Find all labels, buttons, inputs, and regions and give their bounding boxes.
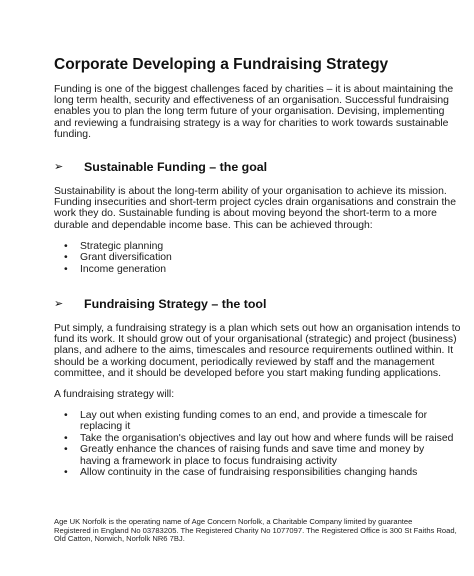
document-title: Corporate Developing a Fundraising Strategy bbox=[54, 56, 389, 73]
bullet-dot-icon: • bbox=[64, 263, 68, 275]
intro-line: enables you to plan the long term future of your organisation. Devising, implementing bbox=[54, 106, 445, 118]
paragraph-line: plans, and adhere to the aims, timescales and resource requirements outlined within. It bbox=[54, 345, 454, 357]
strategy-list bbox=[64, 410, 453, 478]
footer-line: Registered in England No 03783205. The Registered Charity No 1077097. The Registered Office is 300 St Faiths Road, bbox=[54, 525, 457, 535]
list-item: • Income generation bbox=[64, 263, 167, 275]
sustainability-paragraph bbox=[54, 186, 456, 231]
paragraph-line: should be a working document, periodically reviewed by staff and the management bbox=[54, 356, 435, 368]
bullet-dot-icon: • bbox=[64, 467, 68, 479]
bullet-dot-icon: • bbox=[64, 241, 68, 252]
strategy-paragraph bbox=[54, 323, 461, 379]
intro-line: Funding is one of the biggest challenges faced by charities – it is about maintaining the bbox=[54, 84, 454, 95]
achievement-list bbox=[64, 241, 172, 275]
footer-line: Old Catton, Norwich, Norfolk NR6 7BJ. bbox=[54, 534, 185, 544]
bullet-dot-icon: • bbox=[64, 432, 68, 444]
intro-line: long term health, security and effectiveness of an organisation. Successful fundraising bbox=[54, 95, 449, 107]
footer-line: Age UK Norfolk is the operating name of Age Concern Norfolk, a Charitable Company limited by guarantee bbox=[54, 517, 413, 526]
section-heading-text: Sustainable Funding – the goal bbox=[84, 160, 268, 174]
paragraph-line: Put simply, a fundraising strategy is a plan which sets out how an organisation intends to bbox=[54, 323, 461, 334]
bullet-dot-icon: • bbox=[64, 410, 68, 421]
bullet-dot-icon: • bbox=[64, 252, 68, 264]
strategy-will-label: A fundraising strategy will: bbox=[54, 389, 175, 400]
list-item: • Allow continuity in the case of fundraising responsibilities changing hands bbox=[64, 467, 418, 479]
paragraph-line: Funding insecurities and short-term project cycles drain organisations and constrain the bbox=[54, 197, 456, 209]
intro-line: funding. bbox=[54, 128, 91, 140]
list-item: • Strategic planning bbox=[64, 241, 164, 252]
list-item: • Greatly enhance the chances of raising funds and save time and money by having a framework in place to focus fundraising activity bbox=[64, 444, 425, 467]
bullet-dot-icon: • bbox=[64, 444, 68, 456]
arrow-bullet-icon: ➢ bbox=[54, 161, 64, 173]
paragraph-line: committee, and it should be developed before you start making funding applications. bbox=[54, 367, 442, 379]
intro-line: and reviewing a fundraising strategy is a way for charities to work towards sustainable bbox=[54, 117, 449, 129]
list-item: • Take the organisation's objectives and lay out how and where funds will be raised bbox=[64, 432, 454, 444]
list-item: • Lay out when existing funding comes to an end, and provide a timescale for replacing it bbox=[64, 410, 428, 433]
arrow-bullet-icon: ➢ bbox=[54, 298, 64, 310]
paragraph-line: durable and dependable income base. This can be achieved through: bbox=[54, 219, 373, 231]
footer-legal-text bbox=[54, 518, 457, 544]
section-heading-text: Fundraising Strategy – the tool bbox=[84, 297, 267, 311]
paragraph-line: Sustainability is about the long-term ability of your organisation to achieve its mission. bbox=[54, 186, 447, 197]
paragraph-line: fund its work. It should grow out of your organisational (strategic) and project (business) bbox=[54, 334, 457, 346]
paragraph-line: work they do. Sustainable funding is about moving beyond the short-term to a more bbox=[54, 208, 437, 220]
list-item: • Grant diversification bbox=[64, 252, 172, 264]
intro-paragraph bbox=[54, 84, 454, 140]
